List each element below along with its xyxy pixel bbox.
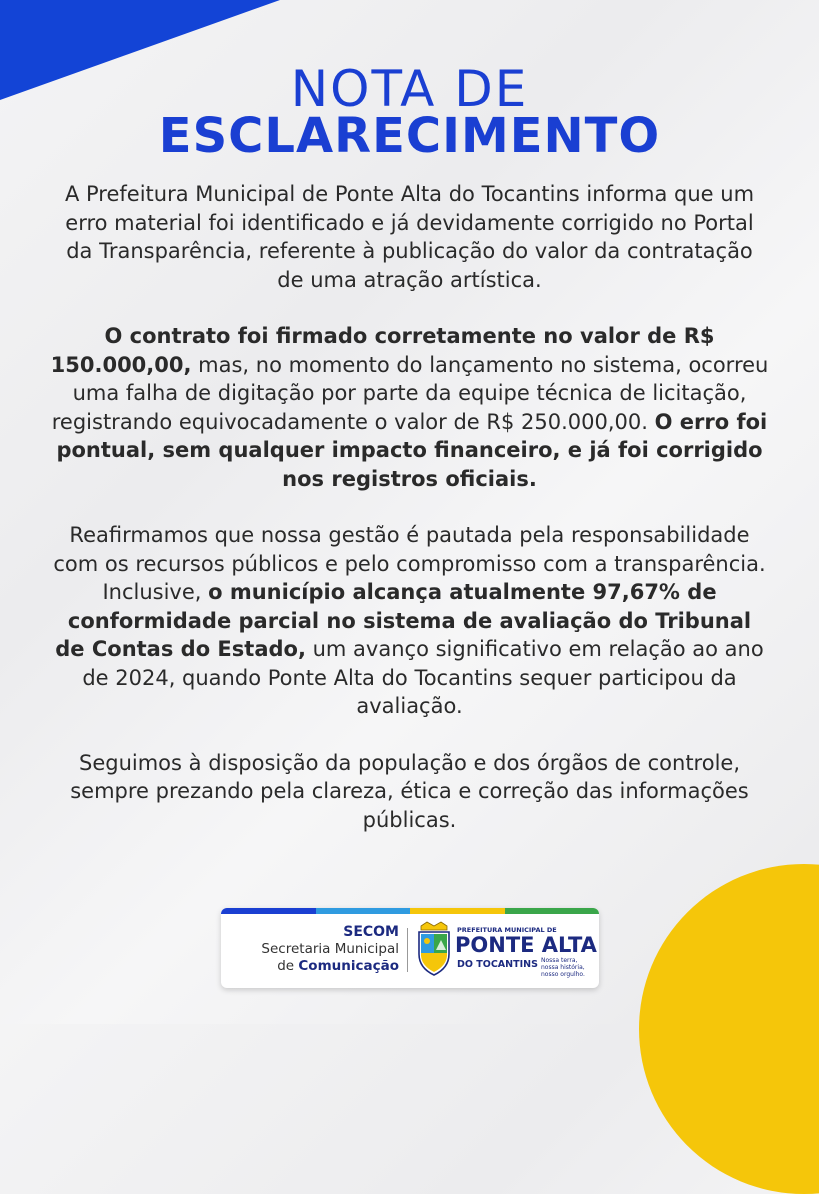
paragraph-3-text-1: Reafirmamos que nossa gestão é pautada pela responsabilidade com os recursos públicos e pelo compromisso com a transparência. Inclusive, <box>53 523 766 604</box>
stripe-segment-2 <box>316 908 411 914</box>
secom-line-2: Secretaria Municipal <box>261 941 399 957</box>
stripe-segment-1 <box>221 908 316 914</box>
prefeitura-name: PONTE ALTA <box>455 933 597 957</box>
paragraph-3 <box>50 521 769 721</box>
paragraph-2-text-1: mas, no momento do lançamento no sistema, ocorreu uma falha de digitação por parte da equipe técnica de licitação, registrando equivocadamente o valor de R$ 250.000,00. <box>51 352 769 434</box>
prefeitura-subtitle: DO TOCANTINS <box>457 959 538 970</box>
corner-yellow-decoration <box>639 864 819 1194</box>
title-line-1: NOTA DE <box>290 60 529 118</box>
municipal-crest-icon <box>415 920 453 978</box>
logo-divider <box>407 928 408 972</box>
paragraph-2-bold-2: O erro foi pontual, sem qualquer impacto financeiro, e já foi corrigido nos registros oficiais. <box>56 409 768 491</box>
paragraph-4: Seguimos à disposição da população e dos órgãos de controle, sempre prezando pela clareza, ética e correção das informações públicas. <box>70 750 749 832</box>
stripe-segment-3 <box>410 908 505 914</box>
paragraph-1: A Prefeitura Municipal de Ponte Alta do Tocantins informa que um erro material foi identificado e já devidamente corrigido no Portal da Transparência, referente à publicação do valor da contratação de uma atração artística. <box>64 182 755 292</box>
paragraph-2 <box>50 322 769 493</box>
footer-logo-card <box>221 908 599 988</box>
note-body <box>50 180 769 862</box>
paragraph-2-bold-1: O contrato foi firmado corretamente no valor de R$ 150.000,00, <box>50 324 715 377</box>
stripe-segment-4 <box>505 908 600 914</box>
secom-title: SECOM <box>343 924 399 940</box>
prefeitura-label: PREFEITURA MUNICIPAL DE <box>457 926 557 934</box>
secom-line-3-bold: Comunicação <box>298 958 399 974</box>
secom-logo <box>231 924 399 975</box>
footer-color-stripe <box>221 908 599 914</box>
secom-line-3 <box>231 958 399 975</box>
prefeitura-slogan: Nossa terra, nossa história, nosso orgulho. <box>541 957 585 978</box>
title-line-2: ESCLARECIMENTO <box>158 108 661 164</box>
paragraph-3-bold-1: o município alcança atualmente 97,67% de conformidade parcial no sistema de avaliação do Tribunal de Contas do Estado, <box>55 580 752 661</box>
secom-line-3-prefix: de <box>277 958 299 974</box>
paragraph-3-text-2: um avanço significativo em relação ao ano de 2024, quando Ponte Alta do Tocantins sequer participou da avaliação. <box>82 637 764 718</box>
